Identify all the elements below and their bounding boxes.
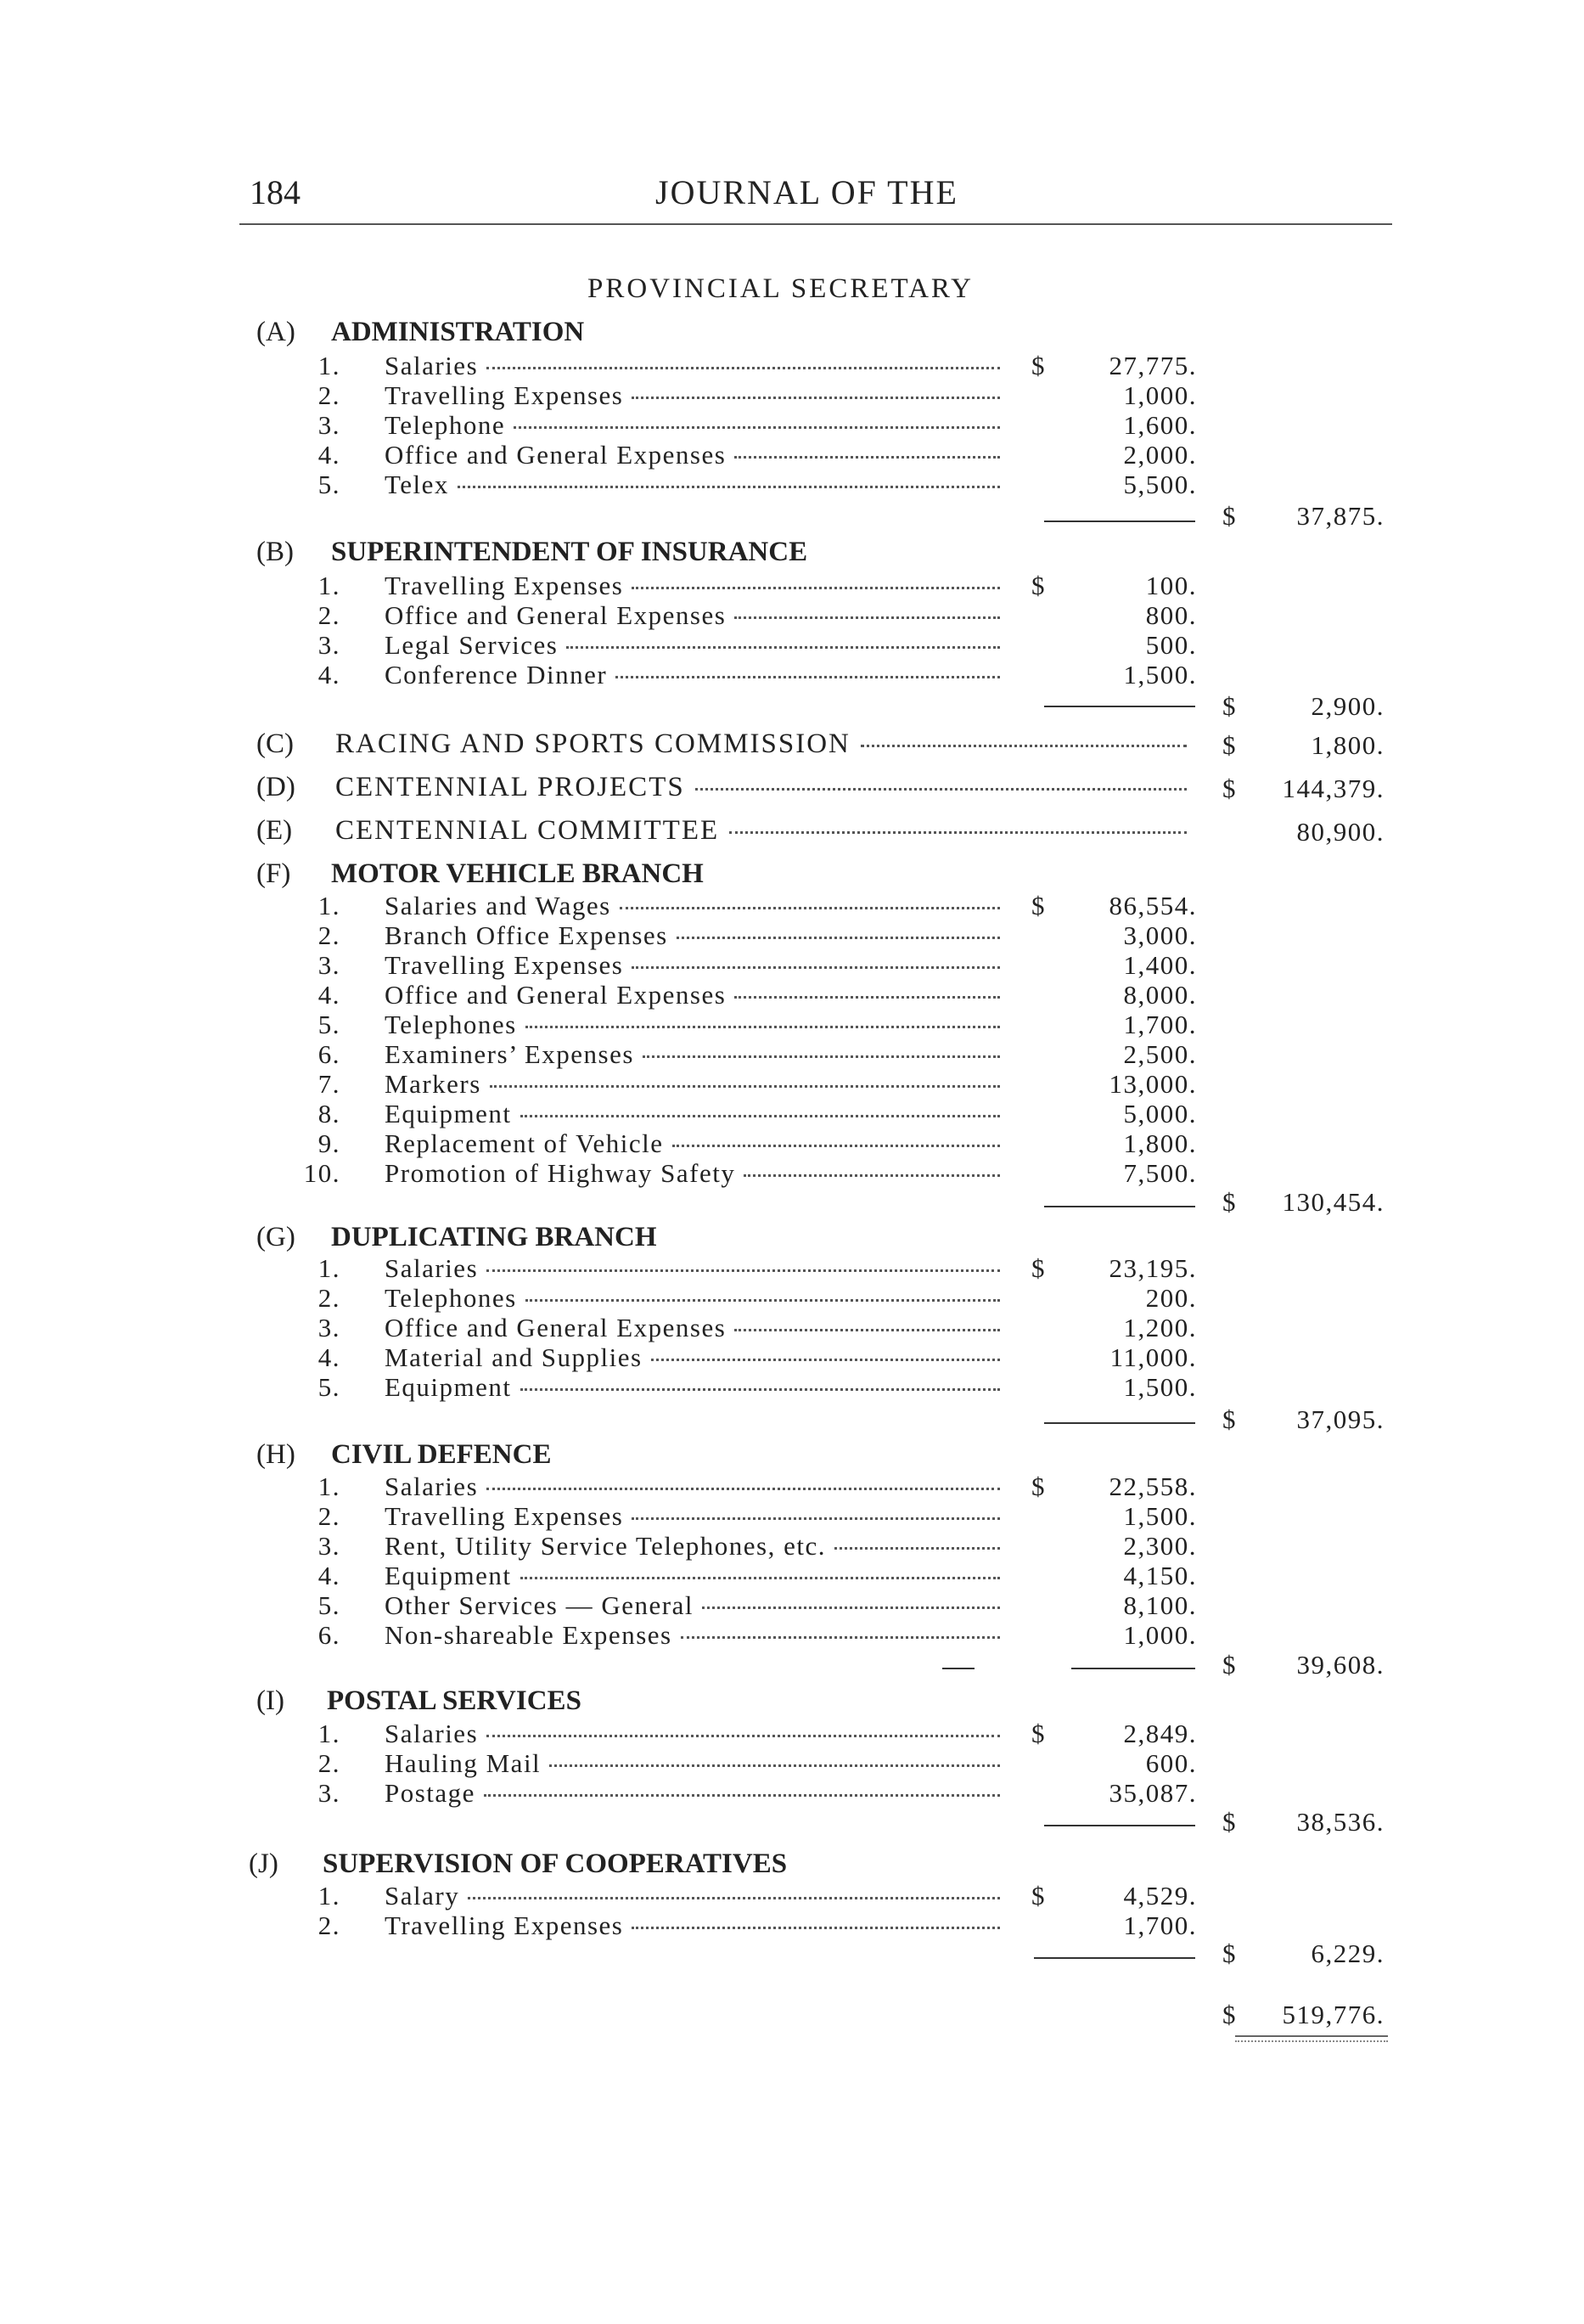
item-amount: 1,500.	[1123, 660, 1197, 689]
item-amount: 3,000.	[1123, 920, 1197, 950]
section-c-total: 1,800.	[1311, 730, 1385, 760]
item-amount: 2,500.	[1123, 1039, 1197, 1069]
subtotal-rule	[1044, 521, 1195, 522]
item-label: Other Services — General	[385, 1590, 694, 1620]
section-g-letter: (G)	[256, 1222, 295, 1252]
line-item: 2. Branch Office Expenses 3,000.	[317, 920, 1197, 950]
line-item: 3. Rent, Utility Service Telephones, etc. 2,300.	[317, 1531, 1197, 1561]
item-label: Hauling Mail	[385, 1748, 542, 1778]
item-label: Office and General Expenses	[385, 980, 727, 1010]
item-amount: 1,000.	[1123, 1620, 1197, 1650]
subtotal-rule	[1044, 1206, 1195, 1207]
item-label: Office and General Expenses	[385, 1313, 727, 1342]
item-label: Salaries	[385, 351, 479, 380]
item-amount: 1,000.	[1123, 380, 1197, 410]
item-label: Non-shareable Expenses	[385, 1620, 672, 1650]
item-amount: 1,700.	[1123, 1010, 1197, 1039]
item-label: Rent, Utility Service Telephones, etc.	[385, 1531, 827, 1561]
item-label: Telephones	[385, 1010, 517, 1039]
line-item: 1. Salary $ 4,529.	[317, 1881, 1197, 1910]
line-item: 6. Non-shareable Expenses 1,000.	[317, 1620, 1197, 1650]
section-c-row	[335, 729, 1197, 762]
line-item: 4. Equipment 4,150.	[317, 1561, 1197, 1590]
item-label: Salaries	[385, 1719, 479, 1748]
item-label: Equipment	[385, 1099, 512, 1128]
journal-page: 184 JOURNAL OF THE PROVINCIAL SECRETARY (A) ADMINISTRATION 1. Salaries $ 27,775. 2. Travelling Expenses 1,000. 3. Telephone 1,600. 4. Office and General Expenses 2,000. 5. Telex 5,500. $ 37,875. (B) SUPERINTENDENT OF INSURANCE 1. Travelling Expenses $ 100. 2. Office and General Expenses 800. 3. Legal Services 500. 4. Conference Dinner 1,500. $ 2,900. (C) RACING AND SPORTS COMMISSION $ 1,800. (D) CENTENNIAL PROJECTS $ 144,379. (E) CENTENNIAL COMMITTEE 80,900. (F) MOTOR VEHICLE BRANCH 1. Salaries and Wages $ 86,554. 2. Branch Office Expenses 3,000. 3. Travelling Expenses 1,400. 4. Office and General Expenses 8,000. 5. Telephones 1,700. 6. Examiners’ Expenses 2,500. 7. Markers 13,000. 8. Equipment 5,000. 9. Replacement of Vehicle 1,800. 10. Promotion of Highway Safety 7,500. $ 130,454. (G) DUPLICATING BRANCH 1. Salaries $ 23,195. 2. Telephones 200. 3. Office and General Expenses 1,200. 4. Material and Supplies 11,000. 5. Equipment 1,500. $ 37,095. (H) CIVIL DEFENCE 1. Salaries $ 22,558. 2. Travelling Expenses 1,500. 3. Rent, Utility Service Telephones, etc. 2,300. 4. Equipment 4,150. 5. Other Services — General 8,100. 6. Non-shareable Expenses 1,000. $ 39,608. (I) POSTAL SERVICES 1. Salaries $ 2,849. 2. Hauling Mail 600. 3. Postage 35,087. $ 38,536. (J) SUPERVISION OF COOPERATIVES 1. Salary $ 4,529. 2. Travelling Expenses 1,700. $ 6,229. $ 519,776.	[0, 0, 1584, 2324]
item-amount: 1,500.	[1123, 1501, 1197, 1531]
item-label: Travelling Expenses	[385, 1910, 624, 1940]
item-amount: 1,200.	[1123, 1313, 1197, 1342]
item-amount: 13,000.	[1109, 1069, 1197, 1099]
item-label: Office and General Expenses	[385, 440, 727, 470]
item-label: Salaries and Wages	[385, 891, 611, 920]
journal-title: JOURNAL OF THE	[655, 173, 958, 211]
line-item: 2. Telephones 200.	[317, 1283, 1197, 1313]
page-header	[239, 172, 1392, 225]
item-label: Travelling Expenses	[385, 380, 624, 410]
line-item: 1. Salaries $ 22,558.	[317, 1471, 1197, 1501]
item-amount: 1,500.	[1123, 1372, 1197, 1402]
item-label: Telephones	[385, 1283, 517, 1313]
section-d-title: CENTENNIAL PROJECTS	[335, 772, 685, 802]
line-item: 1. Salaries $ 27,775.	[317, 351, 1197, 380]
line-item: 1. Salaries $ 23,195.	[317, 1253, 1197, 1283]
line-item: 3. Legal Services 500.	[317, 630, 1197, 660]
section-i-title: POSTAL SERVICES	[327, 1685, 581, 1716]
section-g-total: 37,095.	[1296, 1404, 1385, 1434]
item-amount: 86,554.	[1109, 891, 1197, 920]
item-label: Replacement of Vehicle	[385, 1128, 664, 1158]
grand-total-rule	[1235, 2035, 1388, 2037]
item-label: Telex	[385, 470, 449, 499]
subtotal-rule	[1071, 1668, 1195, 1669]
item-amount: 1,800.	[1123, 1128, 1197, 1158]
item-label: Office and General Expenses	[385, 600, 727, 630]
item-amount: 4,150.	[1123, 1561, 1197, 1590]
section-j-title: SUPERVISION OF COOPERATIVES	[323, 1849, 788, 1879]
item-amount: 2,000.	[1123, 440, 1197, 470]
item-label: Salaries	[385, 1471, 479, 1501]
subtotal-rule	[1044, 1422, 1195, 1424]
section-a-title: ADMINISTRATION	[331, 317, 585, 347]
line-item: 4. Office and General Expenses 2,000.	[317, 440, 1197, 470]
item-amount: 600.	[1145, 1748, 1197, 1778]
item-amount: 8,000.	[1123, 980, 1197, 1010]
department-title: PROVINCIAL SECRETARY	[587, 273, 974, 304]
subtotal-rule	[1044, 706, 1195, 707]
line-item: 1. Travelling Expenses $ 100.	[317, 571, 1197, 600]
item-amount: 1,600.	[1123, 410, 1197, 440]
section-d-total: 144,379.	[1282, 774, 1385, 803]
line-item: 9. Replacement of Vehicle 1,800.	[317, 1128, 1197, 1158]
section-a-total: 37,875.	[1296, 501, 1385, 531]
item-label: Branch Office Expenses	[385, 920, 668, 950]
item-label: Travelling Expenses	[385, 950, 624, 980]
section-i-total: 38,536.	[1296, 1807, 1385, 1837]
subtotal-rule	[1044, 1825, 1195, 1826]
line-item: 4. Conference Dinner 1,500.	[317, 660, 1197, 689]
item-amount: 23,195.	[1109, 1253, 1197, 1283]
line-item: 4. Office and General Expenses 8,000.	[317, 980, 1197, 1010]
section-e-total: 80,900.	[1296, 817, 1385, 847]
line-item: 1. Salaries and Wages $ 86,554.	[317, 891, 1197, 920]
item-amount: 5,000.	[1123, 1099, 1197, 1128]
section-e-title: CENTENNIAL COMMITTEE	[335, 815, 720, 846]
item-label: Salary	[385, 1881, 460, 1910]
grand-total: 519,776.	[1282, 2000, 1385, 2029]
line-item: 2. Office and General Expenses 800.	[317, 600, 1197, 630]
section-e-row	[335, 815, 1197, 849]
item-amount: 4,529.	[1123, 1881, 1197, 1910]
line-item: 6. Examiners’ Expenses 2,500.	[317, 1039, 1197, 1069]
section-e-letter: (E)	[256, 815, 293, 846]
section-b-total: 2,900.	[1311, 691, 1385, 721]
item-amount: 22,558.	[1109, 1471, 1197, 1501]
item-label: Travelling Expenses	[385, 571, 624, 600]
line-item: 3. Telephone 1,600.	[317, 410, 1197, 440]
line-item: 2. Travelling Expenses 1,700.	[317, 1910, 1197, 1940]
subtotal-rule	[1034, 1957, 1195, 1959]
section-j-letter: (J)	[249, 1849, 278, 1879]
item-amount: 5,500.	[1123, 470, 1197, 499]
item-amount: 800.	[1145, 600, 1197, 630]
line-item: 5. Equipment 1,500.	[317, 1372, 1197, 1402]
item-amount: 7,500.	[1123, 1158, 1197, 1188]
item-label: Examiners’ Expenses	[385, 1039, 634, 1069]
item-label: Legal Services	[385, 630, 559, 660]
line-item: 3. Office and General Expenses 1,200.	[317, 1313, 1197, 1342]
section-b-title: SUPERINTENDENT OF INSURANCE	[331, 537, 808, 567]
section-d-letter: (D)	[256, 772, 295, 802]
item-label: Telephone	[385, 410, 506, 440]
section-d-row	[335, 772, 1197, 806]
line-item: 2. Travelling Expenses 1,000.	[317, 380, 1197, 410]
item-amount: 27,775.	[1109, 351, 1197, 380]
section-c-letter: (C)	[256, 729, 294, 759]
line-item: 4. Material and Supplies 11,000.	[317, 1342, 1197, 1372]
section-j-total: 6,229.	[1311, 1939, 1385, 1968]
line-item: 1. Salaries $ 2,849.	[317, 1719, 1197, 1748]
item-label: Promotion of Highway Safety	[385, 1158, 736, 1188]
line-item: 8. Equipment 5,000.	[317, 1099, 1197, 1128]
item-label: Salaries	[385, 1253, 479, 1283]
section-g-title: DUPLICATING BRANCH	[331, 1222, 657, 1252]
section-f-letter: (F)	[256, 858, 291, 889]
item-label: Travelling Expenses	[385, 1501, 624, 1531]
item-amount: 500.	[1145, 630, 1197, 660]
line-item: 10. Promotion of Highway Safety 7,500.	[303, 1158, 1197, 1188]
item-amount: 1,400.	[1123, 950, 1197, 980]
item-label: Material and Supplies	[385, 1342, 643, 1372]
item-amount: 11,000.	[1109, 1342, 1197, 1372]
item-amount: 100.	[1145, 571, 1197, 600]
grand-total-rule	[1235, 2040, 1388, 2042]
line-item: 2. Travelling Expenses 1,500.	[317, 1501, 1197, 1531]
item-label: Equipment	[385, 1561, 512, 1590]
section-h-total: 39,608.	[1296, 1650, 1385, 1680]
section-f-total: 130,454.	[1282, 1187, 1385, 1217]
section-f-title: MOTOR VEHICLE BRANCH	[331, 858, 704, 889]
line-item: 5. Telephones 1,700.	[317, 1010, 1197, 1039]
item-amount: 2,300.	[1123, 1531, 1197, 1561]
section-h-letter: (H)	[256, 1439, 295, 1470]
line-item: 2. Hauling Mail 600.	[317, 1748, 1197, 1778]
section-c-title: RACING AND SPORTS COMMISSION	[335, 729, 851, 759]
item-amount: 35,087.	[1109, 1778, 1197, 1808]
section-i-letter: (I)	[256, 1685, 284, 1716]
line-item: 3. Postage 35,087.	[317, 1778, 1197, 1808]
item-label: Conference Dinner	[385, 660, 608, 689]
line-item: 7. Markers 13,000.	[317, 1069, 1197, 1099]
section-h-title: CIVIL DEFENCE	[331, 1439, 552, 1470]
item-amount: 8,100.	[1123, 1590, 1197, 1620]
page-number: 184	[250, 173, 301, 211]
item-label: Markers	[385, 1069, 481, 1099]
dash-mark	[942, 1668, 975, 1669]
item-amount: 1,700.	[1123, 1910, 1197, 1940]
item-label: Equipment	[385, 1372, 512, 1402]
line-item: 5. Other Services — General 8,100.	[317, 1590, 1197, 1620]
item-amount: 200.	[1145, 1283, 1197, 1313]
item-amount: 2,849.	[1123, 1719, 1197, 1748]
line-item: 3. Travelling Expenses 1,400.	[317, 950, 1197, 980]
line-item: 5. Telex 5,500.	[317, 470, 1197, 499]
section-a-letter: (A)	[256, 317, 295, 347]
item-label: Postage	[385, 1778, 475, 1808]
section-b-letter: (B)	[256, 537, 294, 567]
